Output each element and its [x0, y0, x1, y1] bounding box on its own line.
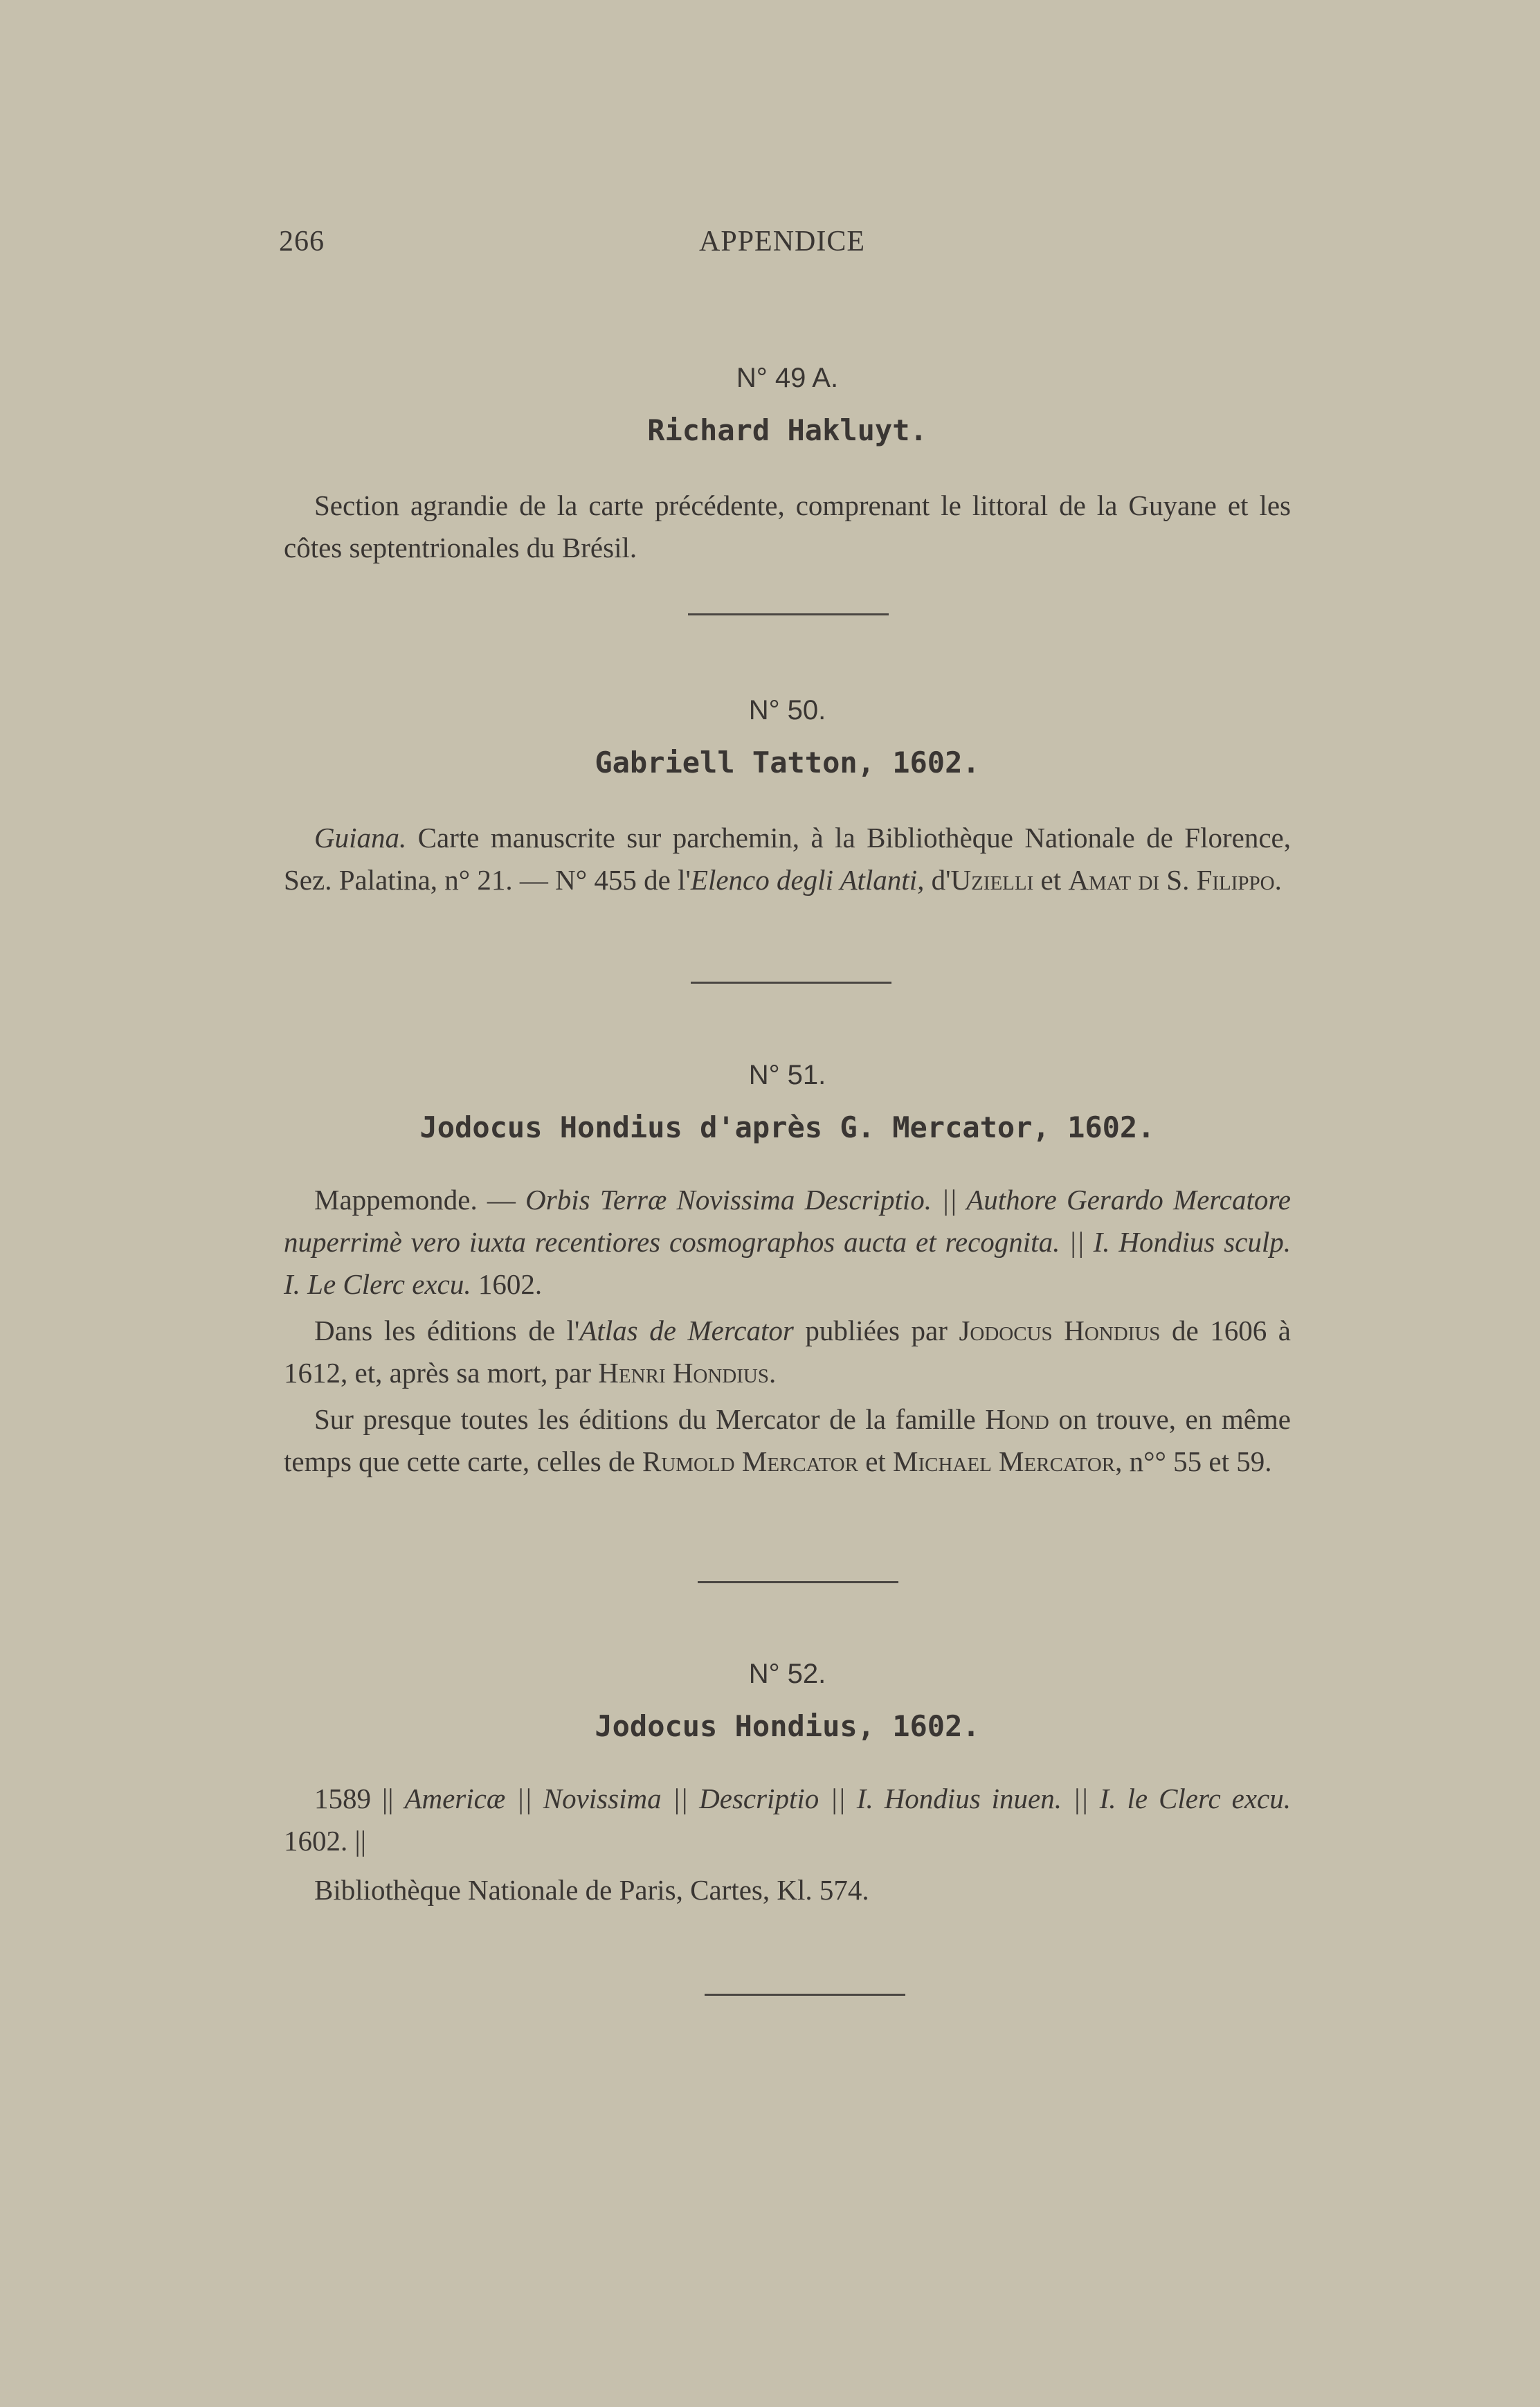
entry-title: Richard Hakluyt. [647, 413, 927, 447]
entry-title: Jodocus Hondius, 1602. [595, 1709, 980, 1743]
entry-description: Section agrandie de la carte précédente, comprenant le littoral de la Guyane et les côtes septentrionales du Brésil. [284, 489, 1291, 564]
italic-text: Elenco degli Atlanti, [690, 864, 925, 896]
text-run: Sur presque toutes les éditions du Mercator de la famille [314, 1403, 986, 1435]
small-caps-name: Uzielli [950, 864, 1034, 896]
text-run: 1602. [471, 1268, 543, 1300]
text-run: . [768, 1357, 777, 1389]
entry-description [284, 1778, 1291, 1862]
text-run: et [858, 1445, 894, 1477]
small-caps-name: Jodocus Hondius [959, 1315, 1161, 1346]
text-run: 1589 || [314, 1783, 405, 1814]
entry-number: N° 49 A. [736, 363, 839, 393]
text-run: Dans les éditions de l' [314, 1315, 580, 1346]
entry-number: N° 51. [748, 1060, 826, 1090]
text-run: et [1033, 864, 1069, 896]
text-run: publiées par [793, 1315, 959, 1346]
entry-title: Jodocus Hondius d'après G. Mercator, 1602. [419, 1110, 1155, 1144]
italic-title: Orbis Terræ Novissima Descriptio. || Authore Gerardo Mercatore nuperrimè vero iuxta recentiores cosmographos aucta et recognita. || I. Hondius sculp. I. Le Clerc excu. [284, 1184, 1291, 1300]
entry-location: Bibliothèque Nationale de Paris, Cartes, Kl. 574. [314, 1874, 869, 1906]
entry-description [284, 817, 1291, 901]
entry-title: Gabriell Tatton, 1602. [595, 746, 980, 779]
entry-note [284, 1310, 1291, 1394]
text-run: on trouve, en même temps que cette carte, celles de [284, 1403, 1291, 1477]
small-caps-name: Hond [985, 1403, 1049, 1435]
entry-51 [284, 1057, 1291, 1483]
section-divider [698, 1581, 898, 1583]
section-divider [688, 613, 889, 615]
text-run: Mappemonde. — [314, 1184, 526, 1216]
text-run: d' [924, 864, 951, 896]
entry-number: N° 52. [748, 1659, 826, 1689]
small-caps-name: Henri Hondius [598, 1357, 769, 1389]
italic-text: Guiana. [314, 822, 407, 854]
page-number: 266 [279, 226, 325, 258]
text-run: , n°° 55 et 59. [1115, 1445, 1272, 1477]
section-divider [705, 1994, 905, 1996]
text-run: Carte manuscrite sur parchemin, à la Bibliothèque Nationale de Florence, Sez. Palatina, n° 21. — N° 455 de l' [284, 822, 1291, 896]
entry-49a [284, 360, 1291, 569]
italic-title: Americæ || Novissima || Descriptio || I. Hondius inuen. || I. le Clerc excu. [404, 1783, 1291, 1814]
entry-number: N° 50. [748, 695, 826, 725]
running-head: APPENDICE [699, 226, 866, 258]
page-header [0, 225, 1540, 267]
small-caps-name: Michael Mercator [893, 1445, 1116, 1477]
text-run: de 1606 à 1612, et, après sa mort, par [284, 1315, 1291, 1389]
entry-52 [284, 1656, 1291, 1911]
entry-description [284, 1179, 1291, 1306]
small-caps-name: Amat di S. Filippo [1068, 864, 1275, 896]
section-divider [691, 982, 891, 984]
text-run: 1602. || [284, 1825, 366, 1857]
text-run: . [1274, 864, 1282, 896]
small-caps-name: Rumold Mercator [642, 1445, 858, 1477]
entry-50 [284, 692, 1291, 901]
italic-text: Atlas de Mercator [579, 1315, 794, 1346]
entry-note [284, 1398, 1291, 1483]
